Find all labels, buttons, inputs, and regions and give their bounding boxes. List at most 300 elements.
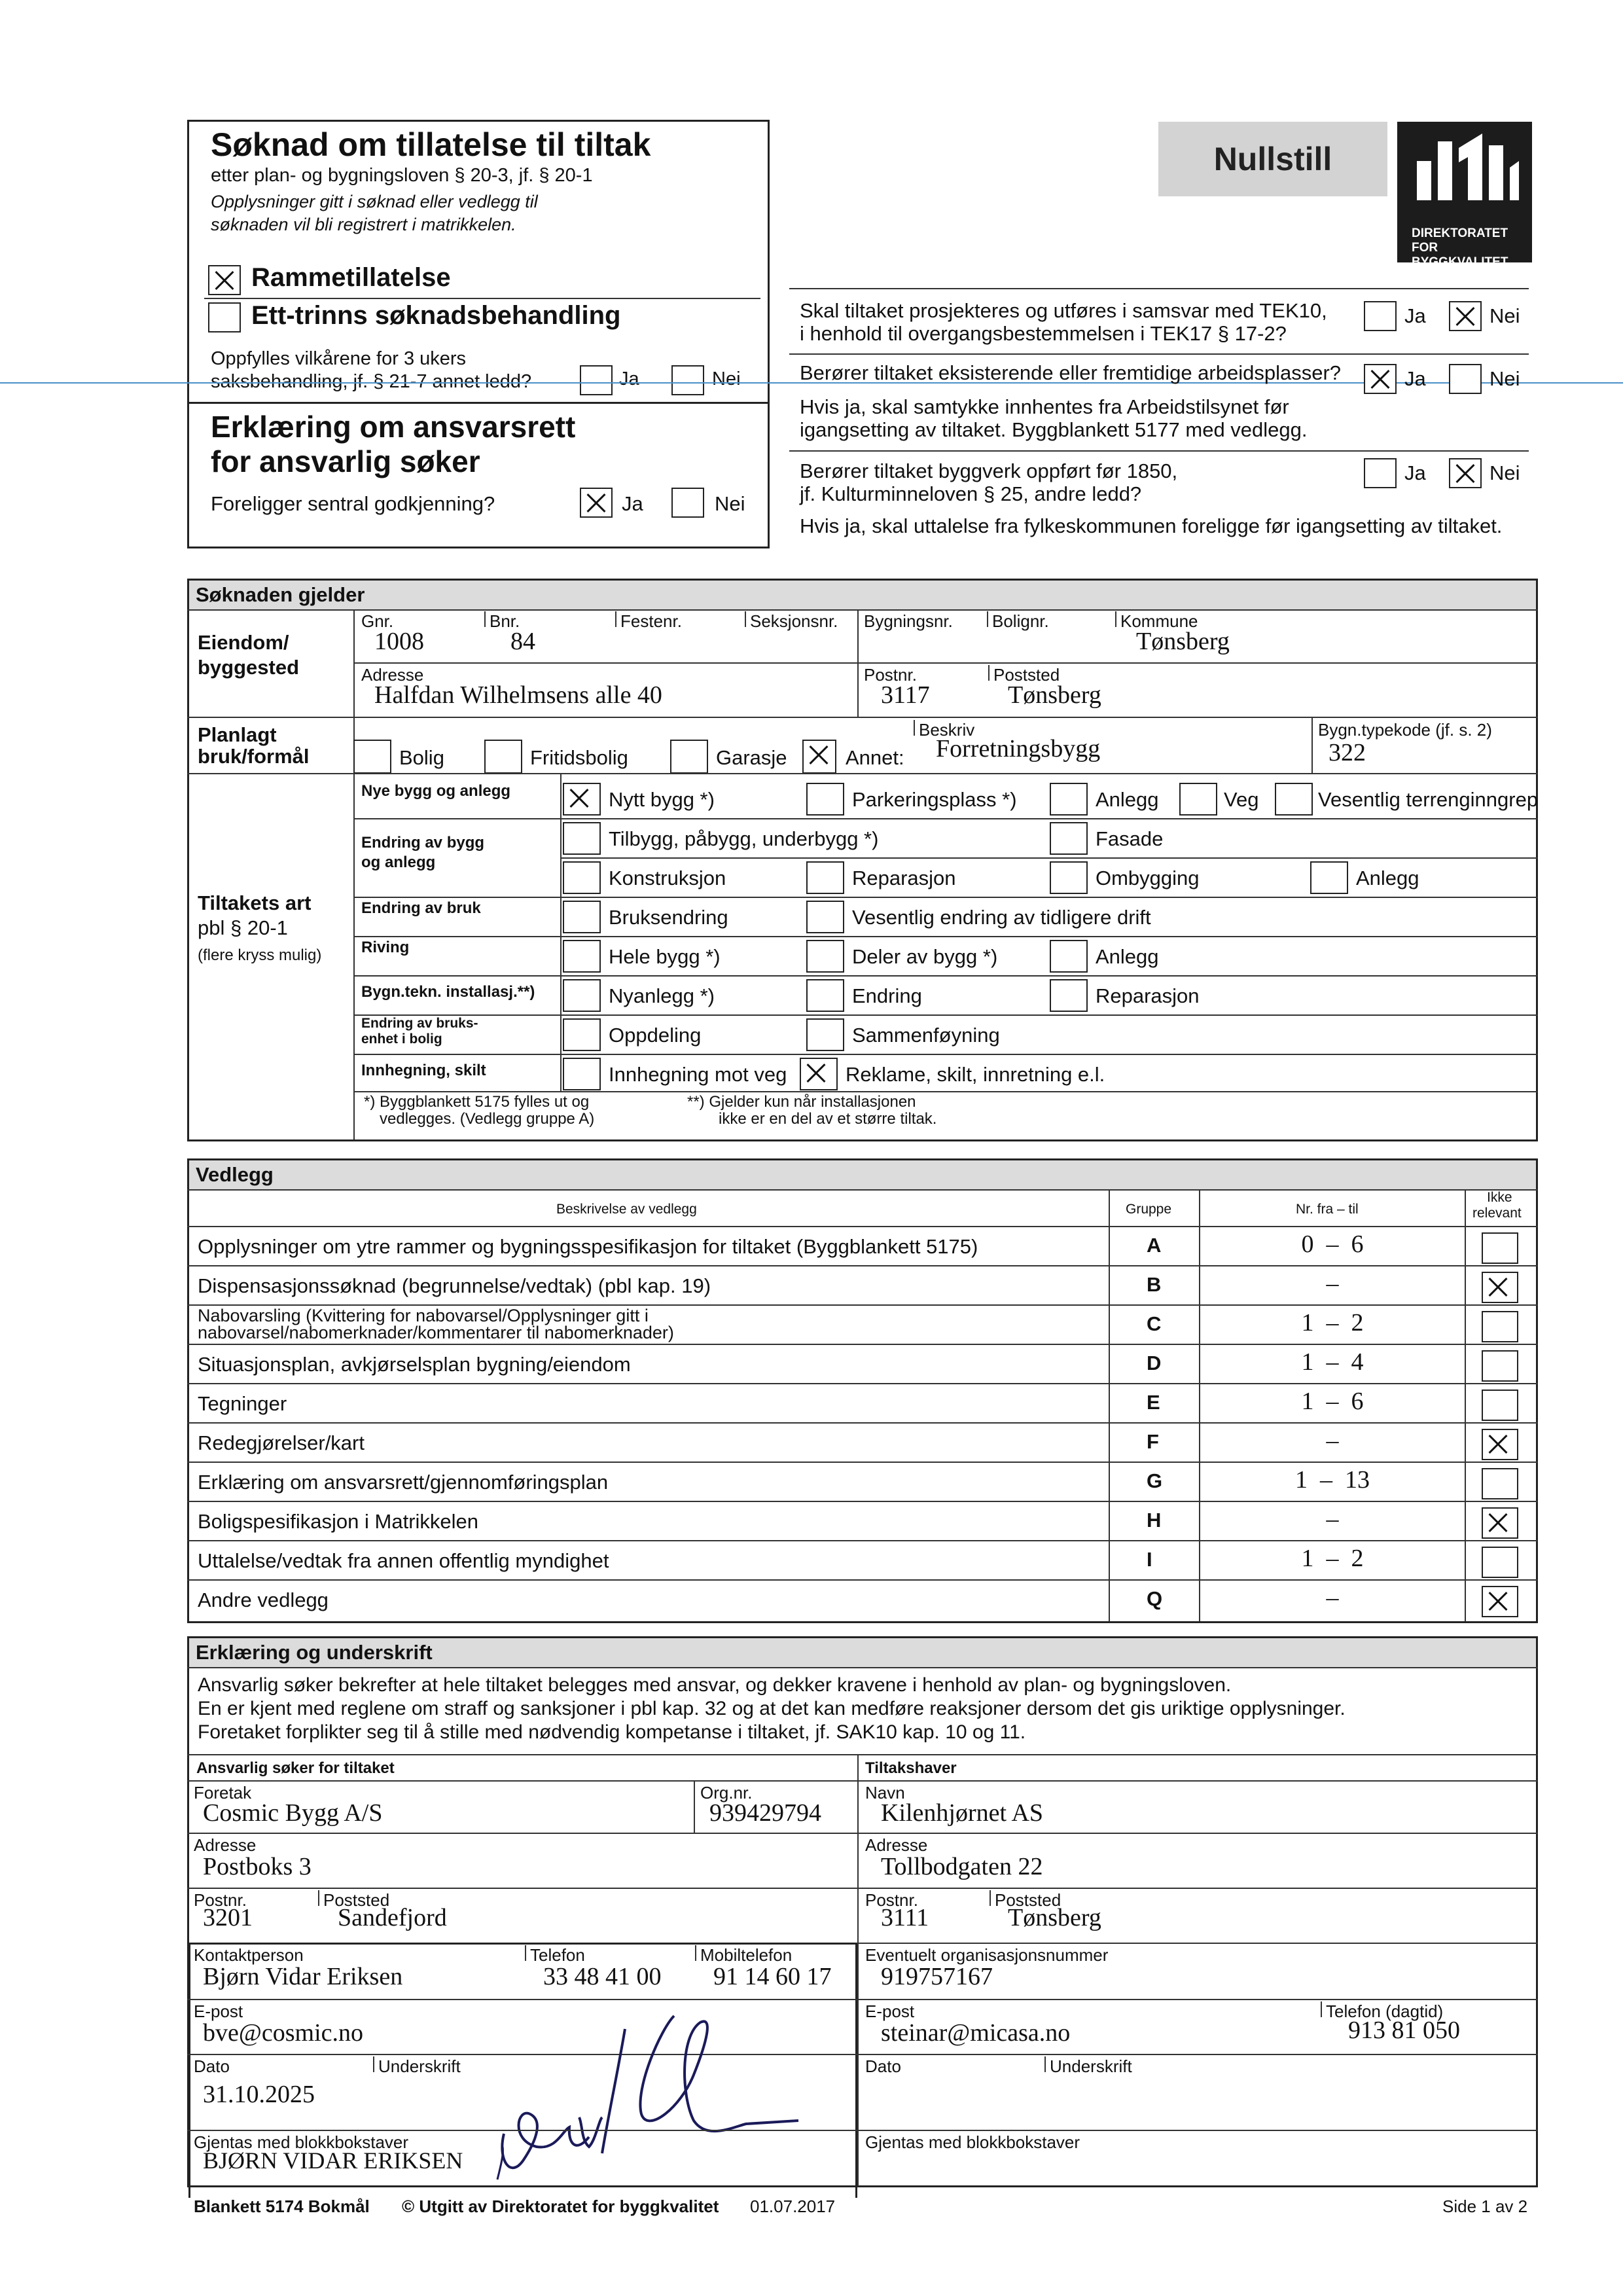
vedlegg-nr-range[interactable]: – bbox=[1326, 1584, 1339, 1611]
th-telefon-label: Telefon (dagtid) bbox=[1326, 2001, 1444, 2021]
divider bbox=[990, 1890, 991, 1906]
parkeringsplass-checkbox[interactable] bbox=[806, 783, 844, 816]
kulturminne-nei-label: Nei bbox=[1489, 461, 1520, 484]
bruksendring-checkbox[interactable] bbox=[563, 901, 601, 933]
divider bbox=[353, 1014, 1538, 1016]
bruksenhet-label-2: enhet i bolig bbox=[361, 1031, 442, 1047]
th-postnr-value[interactable]: 3111 bbox=[881, 1904, 929, 1931]
fritidsbolig-checkbox[interactable] bbox=[484, 740, 522, 774]
planlagt-label-1: Planlagt bbox=[198, 723, 277, 746]
nytt-bygg-label: Nytt bygg *) bbox=[609, 788, 715, 811]
typekode-value[interactable]: 322 bbox=[1329, 739, 1366, 766]
divider bbox=[187, 1579, 1538, 1581]
divider bbox=[857, 2054, 1538, 2055]
footnote-2b: ikke er en del av et større tiltak. bbox=[719, 1110, 937, 1128]
divider bbox=[187, 1189, 1538, 1191]
divider bbox=[1109, 1189, 1110, 1621]
kulturminne-question-1: Berører tiltaket byggverk oppført før 1850, bbox=[800, 459, 1178, 482]
anlegg-checkbox-1[interactable] bbox=[1050, 783, 1088, 816]
tek10-ja-label: Ja bbox=[1404, 304, 1426, 327]
vedlegg-col-ikke-1: Ikke bbox=[1487, 1190, 1512, 1205]
arbeidsplasser-note-2: igangsetting av tiltaket. Byggblankett 5177 med vedlegg. bbox=[800, 418, 1308, 441]
soker-postnr-value[interactable]: 3201 bbox=[203, 1904, 253, 1931]
divider bbox=[187, 1226, 1538, 1227]
deler-av-bygg-checkbox[interactable] bbox=[806, 940, 844, 973]
tiltakets-art-label: Tiltakets art bbox=[198, 891, 312, 914]
vedlegg-description: Dispensasjonssøknad (begrunnelse/vedtak) (pbl kap. 19) bbox=[198, 1274, 711, 1297]
vedlegg-group: C bbox=[1147, 1312, 1162, 1335]
foretak-label: Foretak bbox=[194, 1783, 252, 1803]
arbeidsplasser-nei-label: Nei bbox=[1489, 367, 1520, 390]
vedlegg-nr-range[interactable]: – bbox=[1326, 1505, 1339, 1533]
godkjenning-ja-checkbox[interactable] bbox=[580, 488, 613, 518]
divider bbox=[353, 1091, 1538, 1092]
fasade-label: Fasade bbox=[1096, 827, 1164, 850]
anlegg-checkbox-3[interactable] bbox=[1050, 940, 1088, 973]
divider bbox=[1311, 717, 1313, 773]
tek10-question-2: i henhold til overgangsbestemmelsen i TEK17 § 17-2? bbox=[800, 322, 1287, 345]
vilkar-ja-label: Ja bbox=[619, 368, 639, 389]
tiltakshaver-heading: Tiltakshaver bbox=[865, 1759, 957, 1777]
form-subtitle: etter plan- og bygningsloven § 20-3, jf. § 20-1 bbox=[211, 165, 593, 186]
anlegg-label-3: Anlegg bbox=[1096, 945, 1159, 968]
kulturminne-note: Hvis ja, skal uttalelse fra fylkeskommunen foreligge før igangsetting av tiltaket. bbox=[800, 514, 1503, 537]
soker-epost-label: E-post bbox=[194, 2001, 243, 2021]
th-gjentas-label: Gjentas med blokkbokstaver bbox=[865, 2132, 1080, 2152]
vedlegg-nr-range[interactable]: 1 – 13 bbox=[1295, 1466, 1370, 1494]
konstruksjon-label: Konstruksjon bbox=[609, 867, 726, 889]
vedlegg-col-group: Gruppe bbox=[1126, 1202, 1172, 1217]
riving-label: Riving bbox=[361, 939, 410, 956]
tek10-nei-label: Nei bbox=[1489, 304, 1520, 327]
vedlegg-nr-range[interactable]: 1 – 4 bbox=[1301, 1348, 1364, 1376]
vedlegg-description: Redegjørelser/kart bbox=[198, 1431, 365, 1454]
divider bbox=[525, 1945, 526, 1961]
divider bbox=[1199, 1189, 1200, 1621]
reparasjon-checkbox-1[interactable] bbox=[806, 861, 844, 894]
vesentlig-drift-label: Vesentlig endring av tidligere drift bbox=[852, 906, 1151, 929]
th-epost-value[interactable]: steinar@micasa.no bbox=[881, 2019, 1071, 2047]
tek10-nei-checkbox[interactable] bbox=[1449, 301, 1482, 331]
vedlegg-ikke-relevant-checkbox[interactable] bbox=[1482, 1507, 1518, 1539]
vedlegg-ikke-relevant-checkbox[interactable] bbox=[1482, 1311, 1518, 1342]
divider bbox=[1044, 2056, 1046, 2072]
postnr-label: Postnr. bbox=[864, 665, 917, 685]
seksjonsnr-label: Seksjonsnr. bbox=[750, 611, 838, 631]
fritidsbolig-label: Fritidsbolig bbox=[530, 746, 628, 769]
vedlegg-nr-range[interactable]: 1 – 2 bbox=[1301, 1309, 1364, 1336]
divider bbox=[187, 773, 1538, 774]
reparasjon-label-2: Reparasjon bbox=[1096, 984, 1200, 1007]
th-underskrift-label: Underskrift bbox=[1050, 2056, 1132, 2076]
beskriv-label: Beskriv bbox=[919, 720, 975, 740]
vedlegg-description: Nabovarsling (Kvittering for nabovarsel/Opplysninger gitt i bbox=[198, 1306, 649, 1325]
tek10-ja-checkbox[interactable] bbox=[1364, 301, 1397, 331]
vedlegg-group: A bbox=[1147, 1234, 1162, 1257]
divider bbox=[857, 1888, 1538, 1889]
ett-trinns-checkbox[interactable] bbox=[208, 302, 241, 332]
soknaden-gjelder-header: Søknaden gjelder bbox=[189, 581, 1536, 609]
matrikkel-note-1: Opplysninger gitt i søknad eller vedlegg til bbox=[211, 192, 538, 211]
vedlegg-description-2: nabovarsel/nabomerknader/kommentarer til nabomerknader) bbox=[198, 1323, 674, 1342]
endring-bygg-label-1: Endring av bygg bbox=[361, 834, 485, 852]
divider bbox=[353, 662, 1538, 664]
vedlegg-nr-range[interactable]: 1 – 6 bbox=[1301, 1388, 1364, 1415]
th-navn-value[interactable]: Kilenhjørnet AS bbox=[881, 1799, 1044, 1827]
vedlegg-nr-range[interactable]: 0 – 6 bbox=[1301, 1230, 1364, 1258]
divider bbox=[187, 2130, 857, 2131]
th-adresse-label: Adresse bbox=[865, 1835, 928, 1855]
vilkar-nei-label: Nei bbox=[712, 368, 741, 389]
divider bbox=[187, 1833, 857, 1834]
bygntekn-label: Bygn.tekn. installasj.**) bbox=[361, 983, 535, 1001]
soker-heading: Ansvarlig søker for tiltaket bbox=[196, 1759, 395, 1777]
vedlegg-group: B bbox=[1147, 1273, 1162, 1296]
th-org-value[interactable]: 919757167 bbox=[881, 1963, 993, 1990]
kontaktperson-value[interactable]: Bjørn Vidar Eriksen bbox=[203, 1963, 403, 1990]
vedlegg-description: Andre vedlegg bbox=[198, 1588, 329, 1611]
endring-bruk-label: Endring av bruk bbox=[361, 899, 481, 917]
divider bbox=[353, 1054, 1538, 1055]
vedlegg-nr-range[interactable]: – bbox=[1326, 1270, 1339, 1297]
reklame-checkbox[interactable] bbox=[800, 1058, 838, 1090]
beskriv-value[interactable]: Forretningsbygg bbox=[936, 735, 1101, 762]
kulturminne-nei-checkbox[interactable] bbox=[1449, 458, 1482, 488]
godkjenning-nei-label: Nei bbox=[715, 492, 745, 515]
garasje-label: Garasje bbox=[716, 746, 787, 769]
bnr-label: Bnr. bbox=[490, 611, 520, 631]
vedlegg-description: Opplysninger om ytre rammer og bygningsspesifikasjon for tiltaket (Byggblankett 5175) bbox=[198, 1235, 978, 1258]
godkjenning-question: Foreligger sentral godkjenning? bbox=[211, 492, 495, 515]
endring-bygg-label-2: og anlegg bbox=[361, 853, 436, 871]
vedlegg-col-ikke-2: relevant bbox=[1472, 1206, 1522, 1221]
vilkar-question-1: Oppfylles vilkårene for 3 ukers bbox=[211, 348, 467, 369]
anlegg-label-1: Anlegg bbox=[1096, 788, 1159, 811]
divider bbox=[353, 936, 1538, 937]
soker-gjentas-label: Gjentas med blokkbokstaver bbox=[194, 2132, 409, 2152]
vedlegg-ikke-relevant-checkbox[interactable] bbox=[1482, 1547, 1518, 1578]
godkjenning-nei-checkbox[interactable] bbox=[671, 488, 704, 518]
divider bbox=[204, 298, 760, 299]
veg-label: Veg bbox=[1224, 788, 1259, 811]
erklaring-text-3: Foretaket forplikter seg til å stille med nødvendig kompetanse i tiltaket, jf. SAK10 kap. 10 og 11. bbox=[198, 1721, 1026, 1743]
kommune-value[interactable]: Tønsberg bbox=[1136, 628, 1230, 655]
vedlegg-group: F bbox=[1147, 1430, 1159, 1453]
vedlegg-ikke-relevant-checkbox[interactable] bbox=[1482, 1586, 1518, 1617]
soker-postnr-label: Postnr. bbox=[194, 1890, 247, 1910]
deler-av-bygg-label: Deler av bygg *) bbox=[852, 945, 998, 968]
bruksendring-label: Bruksendring bbox=[609, 906, 728, 929]
innhegning-label: Innhegning, skilt bbox=[361, 1062, 486, 1079]
divider bbox=[353, 975, 1538, 977]
festenr-label: Festenr. bbox=[620, 611, 682, 631]
divider bbox=[353, 897, 1538, 898]
divider bbox=[484, 611, 486, 627]
th-poststed-label: Poststed bbox=[995, 1890, 1061, 1910]
vilkar-question-2: saksbehandling, jf. § 21-7 annet ledd? bbox=[211, 371, 532, 392]
vilkar-nei-checkbox[interactable] bbox=[671, 365, 704, 395]
erklaring-text-1: Ansvarlig søker bekrefter at hele tiltaket belegges med ansvar, og dekker kravene i henhold av plan- og bygningsloven. bbox=[198, 1674, 1232, 1696]
divider bbox=[615, 611, 616, 627]
divider bbox=[353, 773, 355, 1139]
reparasjon-checkbox-2[interactable] bbox=[1050, 979, 1088, 1012]
veg-checkbox[interactable] bbox=[1179, 783, 1217, 816]
planlagt-label-2: bruk/formål bbox=[198, 745, 310, 768]
hele-bygg-label: Hele bygg *) bbox=[609, 945, 721, 968]
rammetillatelse-label: Rammetillatelse bbox=[251, 263, 451, 292]
nytt-bygg-checkbox[interactable] bbox=[563, 783, 601, 816]
reklame-label: Reklame, skilt, innretning e.l. bbox=[846, 1063, 1105, 1086]
divider bbox=[187, 1540, 1538, 1541]
hele-bygg-checkbox[interactable] bbox=[563, 940, 601, 973]
soker-poststed-label: Poststed bbox=[323, 1890, 390, 1910]
eiendom-label: Eiendom/ bbox=[198, 631, 289, 654]
kulturminne-ja-label: Ja bbox=[1404, 461, 1426, 484]
fasade-checkbox[interactable] bbox=[1050, 822, 1088, 855]
divider bbox=[560, 773, 562, 1091]
divider bbox=[857, 1943, 1538, 1944]
divider bbox=[187, 402, 770, 404]
divider bbox=[187, 1888, 857, 1889]
vedlegg-description: Uttalelse/vedtak fra annen offentlig myndighet bbox=[198, 1549, 609, 1572]
vedlegg-col-description: Beskrivelse av vedlegg bbox=[556, 1202, 697, 1217]
divider bbox=[187, 1344, 1538, 1345]
ombygging-checkbox[interactable] bbox=[1050, 861, 1088, 894]
terrenginngrep-checkbox[interactable] bbox=[1275, 783, 1313, 816]
ansvarsrett-heading-2: for ansvarlig søker bbox=[211, 444, 480, 478]
form-title: Søknad om tillatelse til tiltak bbox=[211, 126, 651, 163]
footer-page: Side 1 av 2 bbox=[1442, 2197, 1528, 2216]
divider bbox=[187, 1667, 1538, 1668]
footnote-2a: **) Gjelder kun når installasjonen bbox=[687, 1093, 916, 1111]
reparasjon-label-1: Reparasjon bbox=[852, 867, 956, 889]
kulturminne-question-2: jf. Kulturminneloven § 25, andre ledd? bbox=[800, 482, 1142, 505]
oppdeling-label: Oppdeling bbox=[609, 1024, 702, 1047]
bygningsnr-label: Bygningsnr. bbox=[864, 611, 953, 631]
vedlegg-ikke-relevant-checkbox[interactable] bbox=[1482, 1429, 1518, 1460]
th-poststed-value[interactable]: Tønsberg bbox=[1008, 1904, 1101, 1931]
divider bbox=[857, 2130, 1538, 2131]
erklaring-header: Erklæring og underskrift bbox=[189, 1638, 1536, 1667]
divider bbox=[318, 1890, 319, 1906]
ett-trinns-label: Ett-trinns søknadsbehandling bbox=[251, 301, 621, 330]
bnr-value[interactable]: 84 bbox=[510, 628, 535, 655]
divider bbox=[857, 1754, 859, 2186]
divider bbox=[1321, 2001, 1322, 2017]
tilbygg-label: Tilbygg, påbygg, underbygg *) bbox=[609, 827, 879, 850]
divider bbox=[857, 1999, 1538, 2000]
divider bbox=[694, 1780, 695, 1833]
vedlegg-group: E bbox=[1147, 1391, 1160, 1414]
oppdeling-checkbox[interactable] bbox=[563, 1018, 601, 1051]
divider bbox=[187, 1422, 1538, 1424]
vedlegg-ikke-relevant-checkbox[interactable] bbox=[1482, 1390, 1518, 1421]
vedlegg-group: I bbox=[1147, 1548, 1152, 1571]
gnr-label: Gnr. bbox=[361, 611, 394, 631]
soker-adresse-label: Adresse bbox=[194, 1835, 257, 1855]
th-adresse-value[interactable]: Tollbodgaten 22 bbox=[881, 1853, 1043, 1880]
divider bbox=[988, 665, 990, 681]
th-org-label: Eventuelt organisasjonsnummer bbox=[865, 1945, 1109, 1965]
th-dato-label: Dato bbox=[865, 2056, 901, 2076]
soker-poststed-value[interactable]: Sandefjord bbox=[338, 1904, 447, 1931]
footer-date: 01.07.2017 bbox=[750, 2197, 836, 2216]
bolignr-label: Bolignr. bbox=[992, 611, 1049, 631]
divider bbox=[187, 1462, 1538, 1463]
divider bbox=[187, 1265, 1538, 1266]
bruksenhet-label-1: Endring av bruks- bbox=[361, 1016, 478, 1031]
divider bbox=[187, 1754, 1538, 1755]
mobil-value[interactable]: 91 14 60 17 bbox=[713, 1963, 832, 1990]
postnr-value[interactable]: 3117 bbox=[881, 681, 930, 709]
endring-checkbox[interactable] bbox=[806, 979, 844, 1012]
divider bbox=[789, 288, 1529, 289]
divider bbox=[373, 2056, 374, 2072]
terrenginngrep-label: Vesentlig terrenginngrep bbox=[1318, 788, 1539, 811]
arbeidsplasser-note-1: Hvis ja, skal samtykke innhentes fra Arbeidstilsynet før bbox=[800, 395, 1289, 418]
divider bbox=[914, 720, 915, 736]
divider bbox=[789, 353, 1529, 355]
kulturminne-ja-checkbox[interactable] bbox=[1364, 458, 1397, 488]
telefon-label: Telefon bbox=[530, 1945, 585, 1965]
divider bbox=[187, 1501, 1538, 1502]
gnr-value[interactable]: 1008 bbox=[374, 628, 424, 655]
vedlegg-group: Q bbox=[1147, 1587, 1163, 1610]
vedlegg-ikke-relevant-checkbox[interactable] bbox=[1482, 1272, 1518, 1303]
poststed-label: Poststed bbox=[993, 665, 1060, 685]
reset-button-label: Nullstill bbox=[1213, 141, 1332, 177]
vedlegg-group: G bbox=[1147, 1469, 1163, 1492]
sammenfoyning-label: Sammenføyning bbox=[852, 1024, 1000, 1047]
vesentlig-drift-checkbox[interactable] bbox=[806, 901, 844, 933]
signature[interactable] bbox=[484, 1990, 825, 2186]
garasje-checkbox[interactable] bbox=[670, 740, 708, 774]
adresse-value[interactable]: Halfdan Wilhelmsens alle 40 bbox=[374, 681, 662, 709]
divider bbox=[1465, 1189, 1466, 1621]
anlegg-checkbox-2[interactable] bbox=[1310, 861, 1348, 894]
adresse-label: Adresse bbox=[361, 665, 424, 685]
arbeidsplasser-ja-checkbox[interactable] bbox=[1364, 364, 1397, 394]
footnote-1a: *) Byggblankett 5175 fylles ut og bbox=[364, 1093, 590, 1111]
soker-gjentas-value[interactable]: BJØRN VIDAR ERIKSEN bbox=[203, 2147, 463, 2174]
dibk-logo-icon bbox=[1397, 122, 1532, 213]
divider bbox=[857, 1780, 1538, 1782]
vedlegg-description: Situasjonsplan, avkjørselsplan bygning/eiendom bbox=[198, 1353, 631, 1376]
byggested-label: byggested bbox=[198, 656, 300, 679]
tek10-question-1: Skal tiltaket prosjekteres og utføres i samsvar med TEK10, bbox=[800, 299, 1327, 322]
innhegning-veg-label: Innhegning mot veg bbox=[609, 1063, 787, 1086]
divider bbox=[187, 717, 1538, 718]
vedlegg-nr-range[interactable]: 1 – 2 bbox=[1301, 1545, 1364, 1572]
vedlegg-ikke-relevant-checkbox[interactable] bbox=[1482, 1468, 1518, 1499]
kontaktperson-label: Kontaktperson bbox=[194, 1945, 304, 1965]
rammetillatelse-checkbox[interactable] bbox=[208, 265, 241, 295]
divider bbox=[187, 1780, 857, 1782]
footnote-1b: vedlegges. (Vedlegg gruppe A) bbox=[380, 1110, 595, 1128]
reset-button[interactable] bbox=[1158, 122, 1387, 196]
typekode-label: Bygn.typekode (jf. s. 2) bbox=[1318, 720, 1492, 740]
vedlegg-nr-range[interactable]: – bbox=[1326, 1427, 1339, 1454]
vilkar-ja-checkbox[interactable] bbox=[580, 365, 613, 395]
divider bbox=[789, 450, 1529, 452]
divider bbox=[857, 1833, 1538, 1834]
nyanlegg-checkbox[interactable] bbox=[563, 979, 601, 1012]
dibk-logo bbox=[1397, 122, 1532, 269]
foretak-value[interactable]: Cosmic Bygg A/S bbox=[203, 1799, 383, 1827]
tiltakets-art-hint: (flere kryss mulig) bbox=[198, 946, 322, 964]
divider bbox=[745, 611, 746, 627]
arbeidsplasser-question: Berører tiltaket eksisterende eller fremtidige arbeidsplasser? bbox=[800, 361, 1342, 384]
bolig-label: Bolig bbox=[399, 746, 444, 769]
footer-form-id: Blankett 5174 Bokmål bbox=[194, 2197, 370, 2216]
telefon-value[interactable]: 33 48 41 00 bbox=[543, 1963, 662, 1990]
divider bbox=[187, 1383, 1538, 1384]
konstruksjon-checkbox[interactable] bbox=[563, 861, 601, 894]
sammenfoyning-checkbox[interactable] bbox=[806, 1018, 844, 1051]
vedlegg-ikke-relevant-checkbox[interactable] bbox=[1482, 1232, 1518, 1264]
annet-checkbox[interactable] bbox=[802, 740, 836, 774]
divider bbox=[987, 611, 988, 627]
erklaring-text-2: En er kjent med reglene om straff og sanksjoner i pbl kap. 32 og at det kan medføre reaksjoner dersom det gis uriktige opplysninger. bbox=[198, 1698, 1346, 1719]
vedlegg-description: Tegninger bbox=[198, 1392, 287, 1415]
poststed-value[interactable]: Tønsberg bbox=[1008, 681, 1101, 709]
soker-dato-value[interactable]: 31.10.2025 bbox=[203, 2081, 315, 2108]
arbeidsplasser-nei-checkbox[interactable] bbox=[1449, 364, 1482, 394]
footer-publisher: © Utgitt av Direktoratet for byggkvalitet bbox=[402, 2197, 719, 2216]
anlegg-label-2: Anlegg bbox=[1356, 867, 1419, 889]
th-postnr-label: Postnr. bbox=[865, 1890, 918, 1910]
dibk-logo-text-2: FOR BYGGKVALITET bbox=[1412, 241, 1508, 269]
ombygging-label: Ombygging bbox=[1096, 867, 1200, 889]
mobil-label: Mobiltelefon bbox=[700, 1945, 793, 1965]
tiltakets-art-pbl: pbl § 20-1 bbox=[198, 916, 288, 939]
divider bbox=[353, 818, 1538, 819]
th-epost-label: E-post bbox=[865, 2001, 915, 2021]
soker-dato-label: Dato bbox=[194, 2056, 230, 2076]
soker-underskrift-label: Underskrift bbox=[378, 2056, 461, 2076]
vedlegg-description: Boligspesifikasjon i Matrikkelen bbox=[198, 1510, 479, 1533]
nye-bygg-label: Nye bygg og anlegg bbox=[361, 782, 511, 800]
bolig-checkbox[interactable] bbox=[353, 740, 391, 774]
orgnr-label: Org.nr. bbox=[700, 1783, 753, 1803]
tilbygg-checkbox[interactable] bbox=[563, 822, 601, 855]
innhegning-veg-checkbox[interactable] bbox=[563, 1058, 601, 1090]
annet-label: Annet: bbox=[846, 746, 904, 769]
matrikkel-note-2: søknaden vil bli registrert i matrikkelen. bbox=[211, 215, 516, 234]
godkjenning-ja-label: Ja bbox=[622, 492, 643, 515]
vedlegg-header: Vedlegg bbox=[189, 1160, 1536, 1189]
orgnr-value[interactable]: 939429794 bbox=[709, 1799, 821, 1827]
soker-adresse-value[interactable]: Postboks 3 bbox=[203, 1853, 312, 1880]
vedlegg-description: Erklæring om ansvarsrett/gjennomføringsplan bbox=[198, 1471, 609, 1494]
ansvarsrett-heading-1: Erklæring om ansvarsrett bbox=[211, 410, 576, 444]
divider bbox=[560, 857, 1538, 859]
vedlegg-col-nr: Nr. fra – til bbox=[1296, 1202, 1359, 1217]
arbeidsplasser-ja-label: Ja bbox=[1404, 367, 1426, 390]
kommune-label: Kommune bbox=[1120, 611, 1198, 631]
nyanlegg-label: Nyanlegg *) bbox=[609, 984, 715, 1007]
parkeringsplass-label: Parkeringsplass *) bbox=[852, 788, 1017, 811]
vedlegg-ikke-relevant-checkbox[interactable] bbox=[1482, 1350, 1518, 1382]
endring-label: Endring bbox=[852, 984, 922, 1007]
vedlegg-group: D bbox=[1147, 1352, 1162, 1374]
dibk-logo-text-1: DIREKTORATET bbox=[1412, 226, 1508, 240]
th-navn-label: Navn bbox=[865, 1783, 905, 1803]
vedlegg-group: H bbox=[1147, 1509, 1162, 1532]
soker-epost-value[interactable]: bve@cosmic.no bbox=[203, 2019, 363, 2047]
divider bbox=[1115, 611, 1116, 627]
th-telefon-value[interactable]: 913 81 050 bbox=[1348, 2017, 1460, 2044]
